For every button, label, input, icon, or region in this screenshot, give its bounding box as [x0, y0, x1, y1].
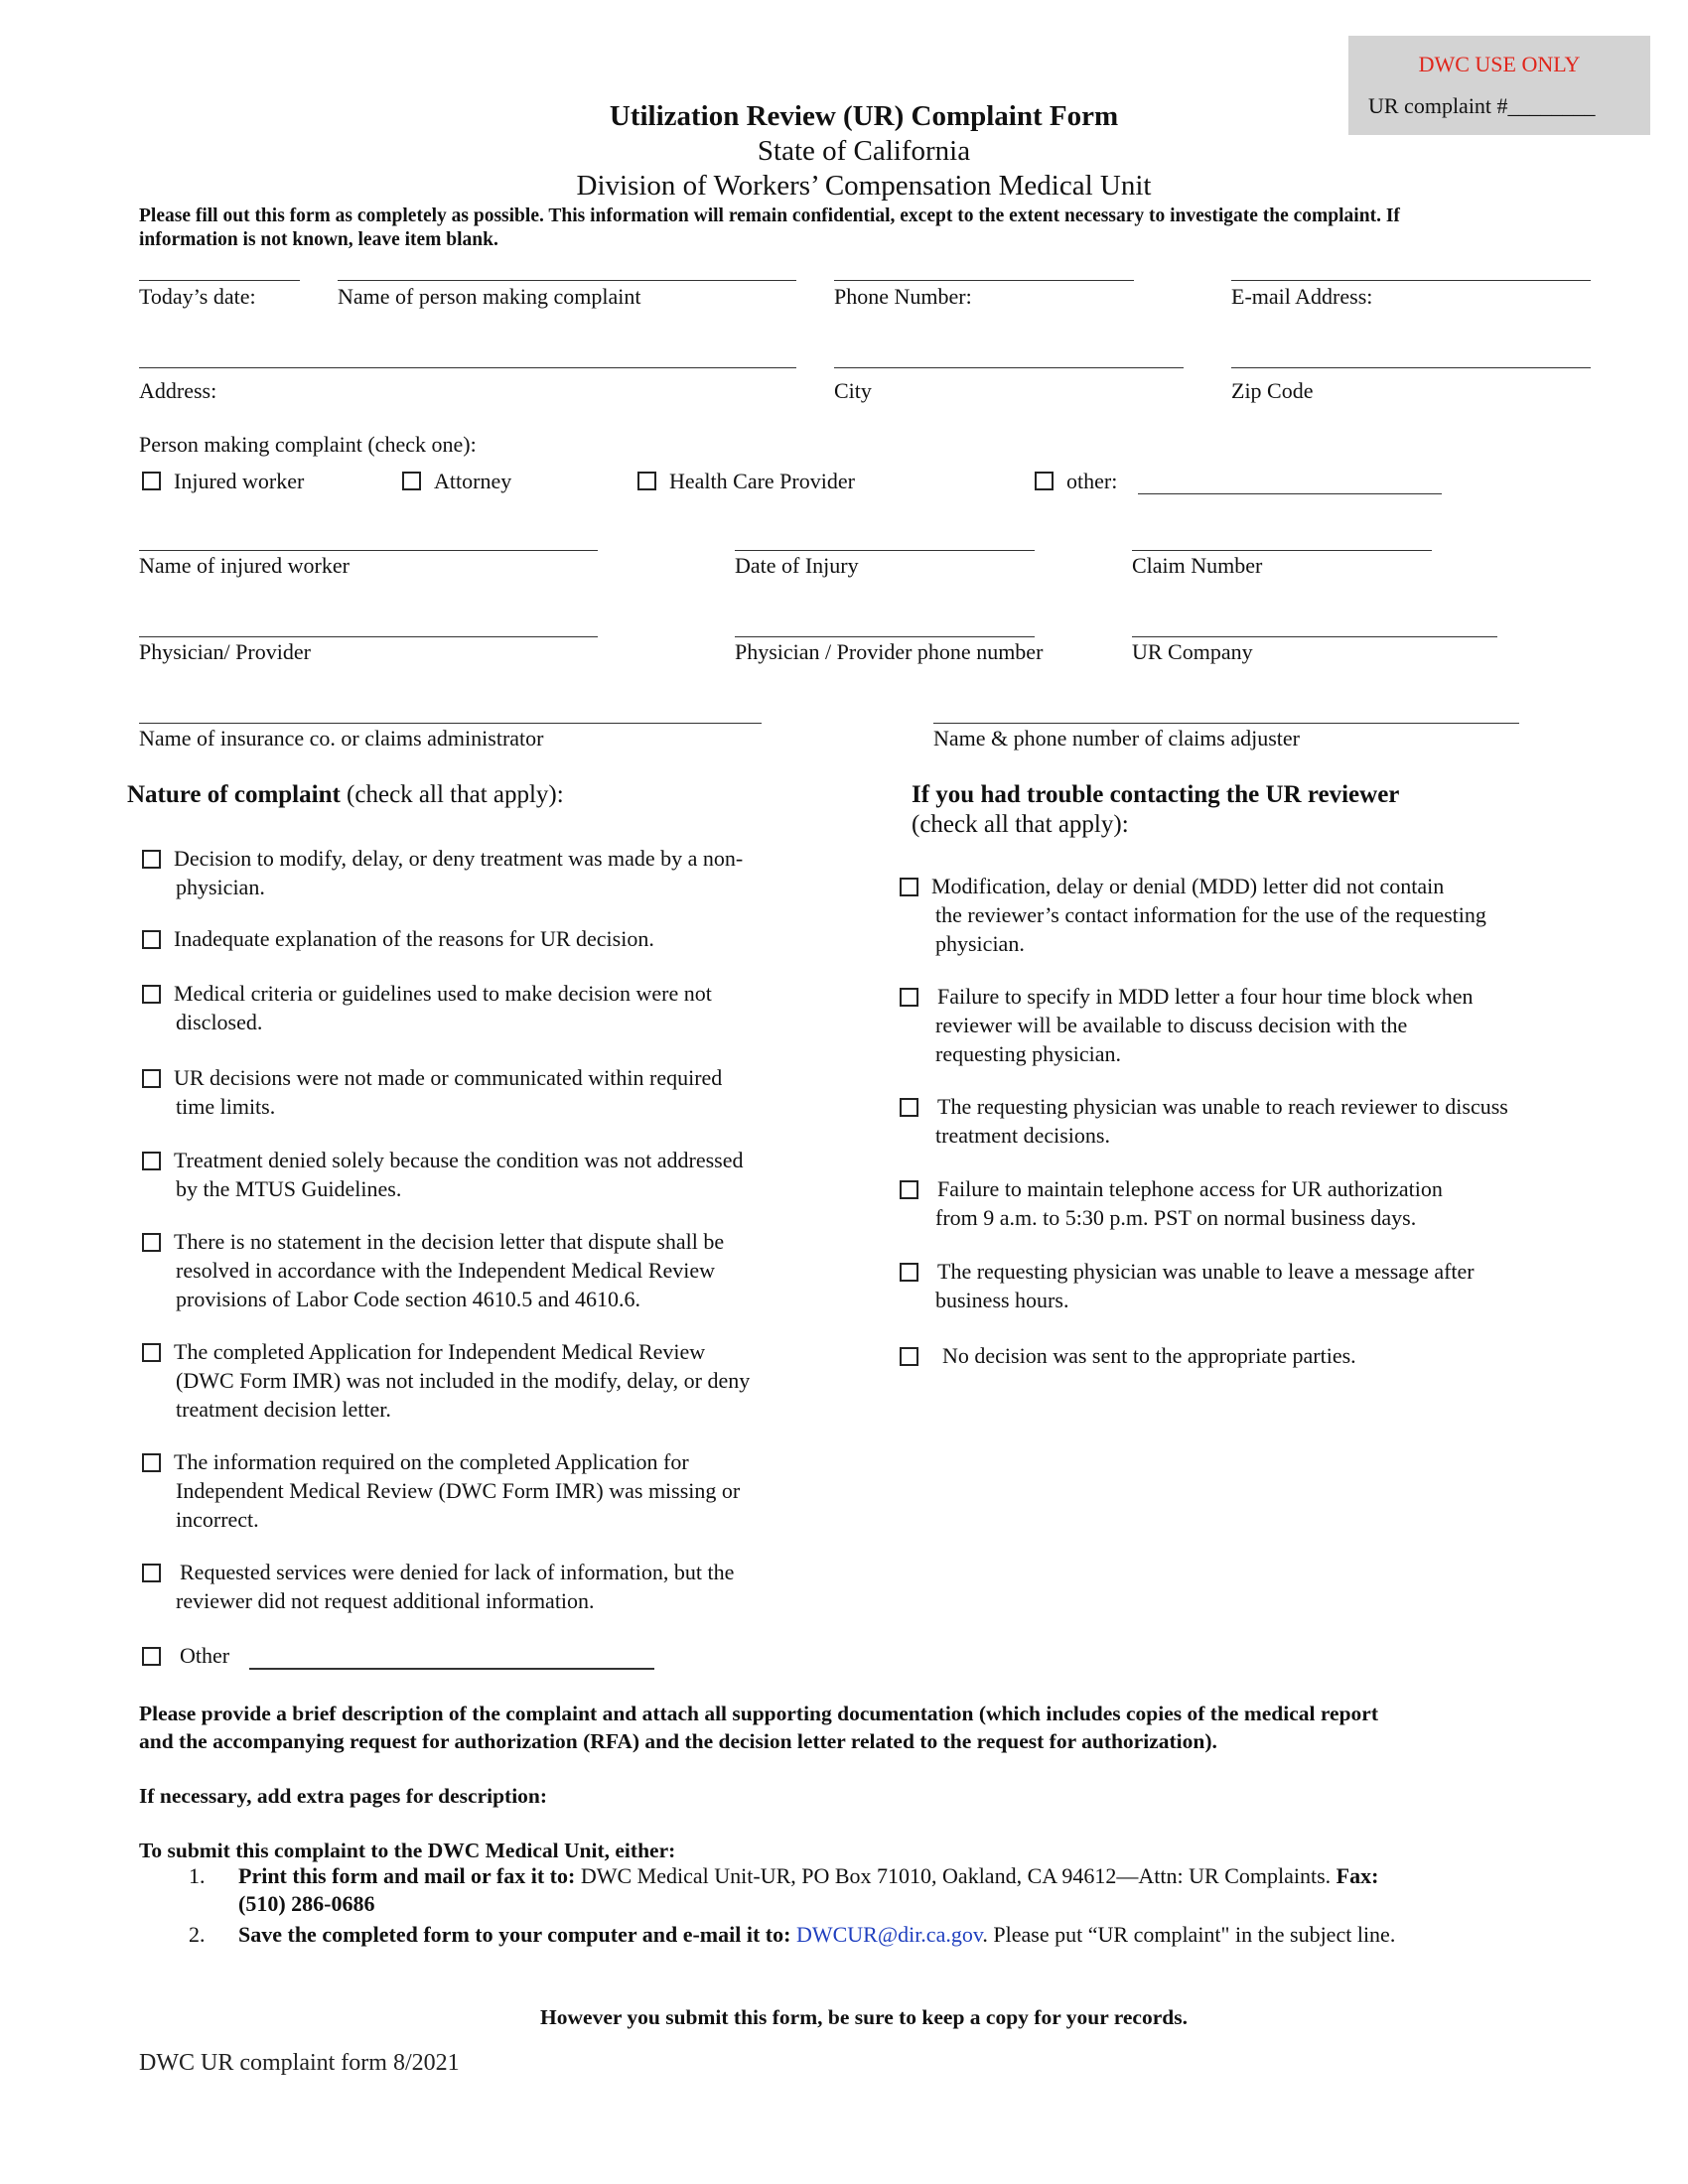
form-subtitle-state: State of California — [757, 135, 971, 167]
describe-line-2: and the accompanying request for authorization (RFA) and the decision letter related to the request for authorization). — [139, 1729, 1217, 1753]
health-care-provider-checkbox[interactable] — [637, 472, 656, 490]
nature-item-7-line-3: treatment decision letter. — [176, 1397, 391, 1422]
trouble-item-1 — [902, 872, 1486, 958]
nature-heading-rest: (check all that apply): — [340, 781, 564, 808]
nature-item-7-line-1: The completed Application for Independent Medical Review — [174, 1339, 706, 1364]
attorney-checkbox[interactable] — [402, 472, 421, 490]
trouble-item-1-line-1: Modification, delay or denial (MDD) letter did not contain — [931, 874, 1445, 898]
complainant-name-line[interactable] — [338, 280, 796, 281]
nature-item-8 — [144, 1447, 740, 1534]
trouble-item-1-line-3: physician. — [935, 931, 1025, 956]
nature-item-other: Other — [180, 1643, 230, 1668]
dwcur-email-link[interactable]: DWCUR@dir.ca.gov — [795, 1922, 983, 1947]
trouble-item-5 — [902, 1257, 1475, 1314]
trouble-item-4 — [902, 1174, 1443, 1232]
nature-item-5-line-2: by the MTUS Guidelines. — [176, 1176, 402, 1201]
zip-label: Zip Code — [1231, 378, 1314, 403]
date-of-injury-line[interactable] — [735, 550, 1035, 551]
nature-item-8-line-2: Independent Medical Review (DWC Form IMR) was missing or — [176, 1478, 741, 1503]
todays-date-label: Today’s date: — [139, 284, 256, 309]
email-line[interactable] — [1231, 280, 1591, 281]
step-1-bold: Print this form and mail or fax it to: — [238, 1863, 576, 1888]
nature-item-9-line-1: Requested services were denied for lack of information, but the — [180, 1560, 735, 1584]
form-title: Utilization Review (UR) Complaint Form — [609, 100, 1119, 132]
nature-item-8-line-1: The information required on the completed Application for — [174, 1449, 689, 1474]
keep-copy-note: However you submit this form, be sure to keep a copy for your records. — [540, 2005, 1188, 2029]
city-label: City — [834, 378, 872, 403]
nature-item-9-line-2: reviewer did not request additional information. — [176, 1588, 595, 1613]
form-subtitle-division: Division of Workers’ Compensation Medical Unit — [576, 170, 1152, 202]
trouble-item-4-line-1: Failure to maintain telephone access for UR authorization — [937, 1176, 1443, 1201]
other-person-line[interactable] — [1138, 493, 1442, 494]
insurance-label: Name of insurance co. or claims administrator — [139, 726, 544, 751]
instructions-line-2: information is not known, leave item blank. — [139, 229, 498, 250]
injured-worker-name-label: Name of injured worker — [139, 553, 350, 578]
nature-item-3-line-2: disclosed. — [176, 1010, 263, 1034]
nature-heading — [127, 780, 564, 810]
address-line[interactable] — [139, 367, 796, 368]
trouble-item-1-line-2: the reviewer’s contact information for the use of the requesting — [935, 902, 1486, 927]
nature-item-4 — [144, 1063, 722, 1121]
trouble-item-2-line-2: reviewer will be available to discuss decision with the — [935, 1013, 1408, 1037]
nature-checkbox-other[interactable] — [142, 1647, 161, 1666]
physician-label: Physician/ Provider — [139, 639, 311, 664]
submit-heading: To submit this complaint to the DWC Medical Unit, either: — [139, 1839, 676, 1862]
email-label: E-mail Address: — [1231, 284, 1373, 309]
nature-item-1-line-1: Decision to modify, delay, or deny treatment was made by a non- — [174, 846, 744, 871]
trouble-item-3-line-1: The requesting physician was unable to reach reviewer to discuss — [937, 1094, 1508, 1119]
nature-item-6-line-1: There is no statement in the decision letter that dispute shall be — [174, 1229, 725, 1254]
nature-other-line[interactable] — [249, 1668, 654, 1670]
trouble-item-2-line-1: Failure to specify in MDD letter a four hour time block when — [937, 984, 1474, 1009]
phone-label: Phone Number: — [834, 284, 972, 309]
injured-worker-name-line[interactable] — [139, 550, 598, 551]
trouble-item-3 — [902, 1092, 1508, 1150]
trouble-item-5-line-2: business hours. — [935, 1288, 1069, 1312]
instructions-line-1: Please fill out this form as completely as possible. This information will remain confidential, except to the extent necessary to investigate the complaint. If — [139, 205, 1400, 226]
nature-item-7-line-2: (DWC Form IMR) was not included in the modify, delay, or deny — [176, 1368, 751, 1393]
step-1-number: 1. — [189, 1863, 206, 1888]
step-1-address: DWC Medical Unit-UR, PO Box 71010, Oakland, CA 94612—Attn: UR Complaints. — [575, 1863, 1332, 1888]
step-2-number: 2. — [189, 1922, 206, 1947]
extra-pages-note: If necessary, add extra pages for description: — [139, 1784, 548, 1808]
trouble-item-6: No decision was sent to the appropriate parties. — [942, 1343, 1356, 1368]
trouble-item-2 — [902, 982, 1473, 1068]
todays-date-line[interactable] — [139, 280, 300, 281]
other-person-checkbox[interactable] — [1035, 472, 1054, 490]
nature-item-1 — [144, 844, 743, 901]
city-line[interactable] — [834, 367, 1184, 368]
person-type-label: Person making complaint (check one): — [139, 432, 477, 457]
ur-complaint-number: UR complaint #________ — [1368, 93, 1596, 118]
form-version-footer: DWC UR complaint form 8/2021 — [139, 2050, 460, 2076]
trouble-item-3-line-2: treatment decisions. — [935, 1123, 1110, 1148]
nature-heading-bold: Nature of complaint — [127, 781, 341, 808]
date-of-injury-label: Date of Injury — [735, 553, 859, 578]
physician-phone-label: Physician / Provider phone number — [735, 639, 1044, 664]
trouble-item-2-line-3: requesting physician. — [935, 1041, 1121, 1066]
step-2-text — [238, 1921, 1395, 1949]
step-1-fax-number: (510) 286-0686 — [238, 1891, 375, 1916]
nature-item-6-line-3: provisions of Labor Code section 4610.5 and 4610.6. — [176, 1287, 641, 1311]
nature-item-7 — [144, 1337, 750, 1424]
complainant-name-label: Name of person making complaint — [338, 284, 641, 309]
physician-phone-line[interactable] — [735, 636, 1035, 637]
nature-item-9 — [144, 1558, 734, 1615]
injured-worker-checkbox[interactable] — [142, 472, 161, 490]
attorney-option: Attorney — [434, 469, 512, 493]
step-2-colon: : — [783, 1922, 796, 1947]
nature-item-2-line-1: Inadequate explanation of the reasons for UR decision. — [174, 926, 654, 951]
nature-item-8-line-3: incorrect. — [176, 1507, 259, 1532]
adjuster-line[interactable] — [933, 723, 1519, 724]
claim-number-label: Claim Number — [1132, 553, 1263, 578]
nature-item-2 — [144, 924, 654, 953]
address-label: Address: — [139, 378, 217, 403]
other-person-option: other: — [1066, 469, 1118, 493]
ur-company-line[interactable] — [1132, 636, 1497, 637]
describe-line-1: Please provide a brief description of the complaint and attach all supporting documentation (which includes copies of the medical report — [139, 1702, 1378, 1725]
adjuster-label: Name & phone number of claims adjuster — [933, 726, 1301, 751]
nature-item-5 — [144, 1146, 743, 1203]
step-1-text — [238, 1862, 1378, 1890]
nature-item-5-line-1: Treatment denied solely because the condition was not addressed — [174, 1148, 744, 1172]
step-1-fax-label: Fax: — [1331, 1863, 1379, 1888]
phone-line[interactable] — [834, 280, 1134, 281]
health-care-provider-option: Health Care Provider — [669, 469, 855, 493]
physician-line[interactable] — [139, 636, 598, 637]
insurance-line[interactable] — [139, 723, 762, 724]
trouble-heading: If you had trouble contacting the UR reviewer — [912, 781, 1400, 808]
step-2-subject-note: . Please put “UR complaint" in the subject line. — [982, 1922, 1396, 1947]
nature-item-6 — [144, 1227, 724, 1313]
dwc-use-only-label: DWC USE ONLY — [1418, 52, 1581, 76]
trouble-item-4-line-2: from 9 a.m. to 5:30 p.m. PST on normal business days. — [935, 1205, 1417, 1230]
trouble-item-5-line-1: The requesting physician was unable to leave a message after — [937, 1259, 1475, 1284]
trouble-checkbox-6[interactable] — [900, 1347, 918, 1366]
nature-item-3 — [144, 979, 712, 1036]
nature-item-1-line-2: physician. — [176, 875, 265, 899]
claim-number-line[interactable] — [1132, 550, 1432, 551]
step-2-bold: Save the completed form to your computer and e-mail it to — [238, 1922, 784, 1947]
nature-item-4-line-1: UR decisions were not made or communicated within required — [174, 1065, 723, 1090]
trouble-subheading: (check all that apply): — [912, 811, 1129, 838]
injured-worker-option: Injured worker — [174, 469, 305, 493]
nature-item-4-line-2: time limits. — [176, 1094, 276, 1119]
ur-company-label: UR Company — [1132, 639, 1253, 664]
nature-item-3-line-1: Medical criteria or guidelines used to make decision were not — [174, 981, 712, 1006]
zip-line[interactable] — [1231, 367, 1591, 368]
nature-item-6-line-2: resolved in accordance with the Independent Medical Review — [176, 1258, 716, 1283]
